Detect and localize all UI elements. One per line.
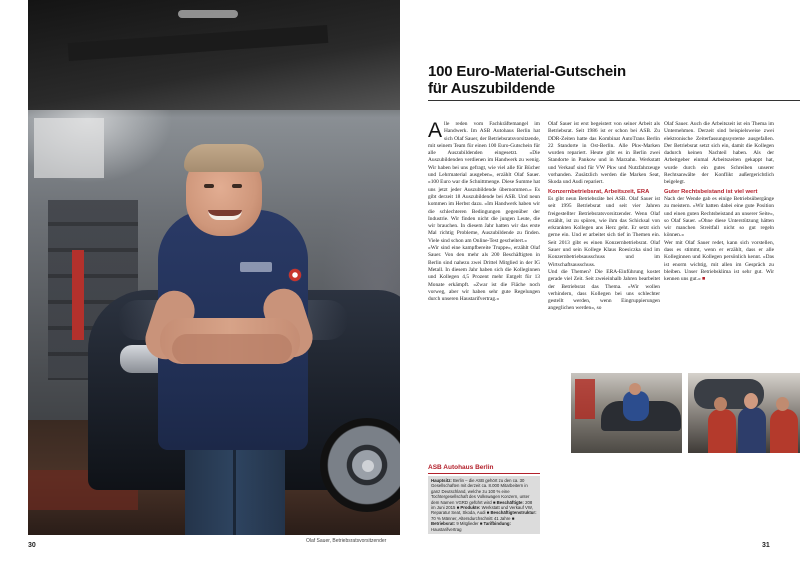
headline-rule (428, 100, 800, 101)
page-number-left: 30 (28, 542, 36, 549)
paragraph: Wer mit Olaf Sauer redet, kann sich vorstellen, dass es stimmt, wenn er erzählt, dass er alle Kolleginnen und Kollegen persönlich kennt. »Das ist enorm wichtig, mit allen im Gespräch zu bleiben. Unser Betriebsklima ist sehr gut. Wir kennen uns gut.« ■ (664, 239, 774, 283)
company-infobox: Hauptsitz: Berlin – die ASB gehört zu den ca. 30 Gesellschaften mit derzeit ca. 8.000 Mitarbeitern in ganz Deutschland, welche zu 100 % eine Tochtergesellschaft des Volkswagen Konzern, unter dem Namen VGRD geführt wird ■ Beschäftigte: 208 im Juni 2015 ■ Produkte: Werkstatt und Verkauf VW, Reparatur Seat, Skoda, Audi ■ Beschäftigtenstruktur: 70 % Männer, Altersdurchschnitt 41 Jahre ■ Betriebsrat: 9 Mitglieder ■ Tarifbindung: Haustarifvertrag (428, 476, 540, 534)
infobox-title: ASB Autohaus Berlin (428, 464, 494, 471)
drop-cap: A (428, 119, 443, 142)
article-headline: 100 Euro-Material-Gutschein für Auszubildende (428, 63, 626, 97)
subheading: Guter Rechtsbeistand ist viel wert (664, 188, 758, 195)
paragraph: lle reden vom Fachkräftemangel im Handwerk. Im ASB Autohaus Berlin hat sich Olaf Sauer, der Betriebsratsvorsitzende, mit seinem Team für einen 100 Euro-Gutschein für alle Auszubildenden eingesetzt. »Die Auszubildenden verdienen im Handwerk zu wenig. Wir haben bei uns gefragt, wie viel alle für Bücher und Lehrmaterial ausgeben«, erzählt Olaf Sauer. »100 Euro war die Schnittmenge. Diese Summe hat uns jetzt jeder Auszubildende übernommen.« Es gibt derzeit 18 Auszubildende bei ASB. Und neun kommen im Herbst dazu. »Im Handwerk haben wir die schlechteren Bedingungen gegenüber der Industrie. Wir finden nicht die jungen Leute, die wir brauchen. In diesem Jahr hatten wir das erste Mal richtig Probleme, Auszubildende zu finden. Viele sind schon am Online-Test gescheitert.« (428, 121, 540, 244)
photo-caption: Olaf Sauer, Betriebsratsvorsitzender (306, 538, 387, 544)
end-mark-icon: ■ (702, 276, 706, 283)
mechanic-photo (571, 373, 682, 453)
paragraph: Es gibt neun Betriebsräte bei ASB. Olaf Sauer ist seit 1995 Betriebsrat und seit vier Jahren freigestellter Betriebsratsvorsitzender. Wenn Olaf erzählt, ist zu spüren, wie ihm das Schicksal von erkrankten Kollegen ans Herz geht. Er setzt sich gerne ein. Und er arbeitet sich tief in Themen ein. Seit 2013 gibt es einen Konzernbetriebsrat. Olaf Sauer und sein Kollege Klaus Roesiczka sind im Konzernbetriebsausschuss und im Wirtschaftsausschuss. (548, 195, 660, 268)
paragraph: Olaf Sauer ist erst begeistert von seiner Arbeit als Betriebsrat. Seit 1986 ist er schon bei ASB. Zu DDR-Zeiten hatte das Kombinat AutoTrans Berlin 22 Standorte in Ost-Berlin. Alle Pkw-Marken wurden repariert. Heute gibt es in Berlin zwei Standorte in Pankow und in Marzahn. Werkstatt und Verkauf sind für VW Pkw und Nutzfahrzeuge vorhanden. Zusätzlich werden die Marken Seat, Skoda und Audi repariert. (548, 121, 660, 186)
paragraph: Und die Themen? Die ERA-Einführung kostet gerade viel Zeit. Seit zweieinhalb Jahren bearbeitet der Betriebsrat das Thema. »Wir wollen verhindern, dass Kollegen bei uns schlechter gestellt werden, wenn Eingruppierungen angeglichen werden«, so (548, 268, 660, 312)
group-photo (688, 373, 800, 453)
article-column-2 (548, 121, 660, 313)
paragraph: Nach der Wende gab es einige Betriebsübergänge zu meistern. »Wir hatten dabei eine gute Position und einen guten Rechtsbeistand an unserer Seite«, so Olaf Sauer. »Ohne diese Unterstützung hätten wir manchen Streitfall nicht so gut regeln können.« (664, 195, 774, 239)
article-column-1 (428, 121, 540, 303)
paragraph: »Wir sind eine kampfbereite Truppe«, erzählt Olaf Sauer. Von den mehr als 200 Beschäftigten in Berlin sind nahezu zwei Drittel Mitglied in der IG Metall. In diesem Jahr haben sich die Kolleginnen und Kollegen 4,5 Prozent mehr Entgelt für 13 Monate erkämpft. »Zwar ist die Fläche noch vorweg, aber wir haben sehr gute Regelungen durch unseren Haustarifvertrag.« (428, 245, 540, 303)
page-number-right: 31 (762, 542, 770, 549)
article-column-3 (664, 121, 774, 284)
subheading: Konzernbetriebsrat, Arbeitszeit, ERA (548, 188, 650, 195)
paragraph: Olaf Sauer. Auch die Arbeitszeit ist ein Thema im Unternehmen. Derzeit sind beispielsweise zwei elektronische Zeiterfassungssysteme ausgefallen. Der Betriebsrat setzt sich ein, damit die Kollegen dadurch keinen Nachteil haben. Als der Arbeitgeber einmal Arbeitszeiten gekappt hat, wurde durch ein gutes Schreiben unserer Rechtsanwälte der Konflikt außergerichtlich beigelegt. (664, 121, 774, 186)
